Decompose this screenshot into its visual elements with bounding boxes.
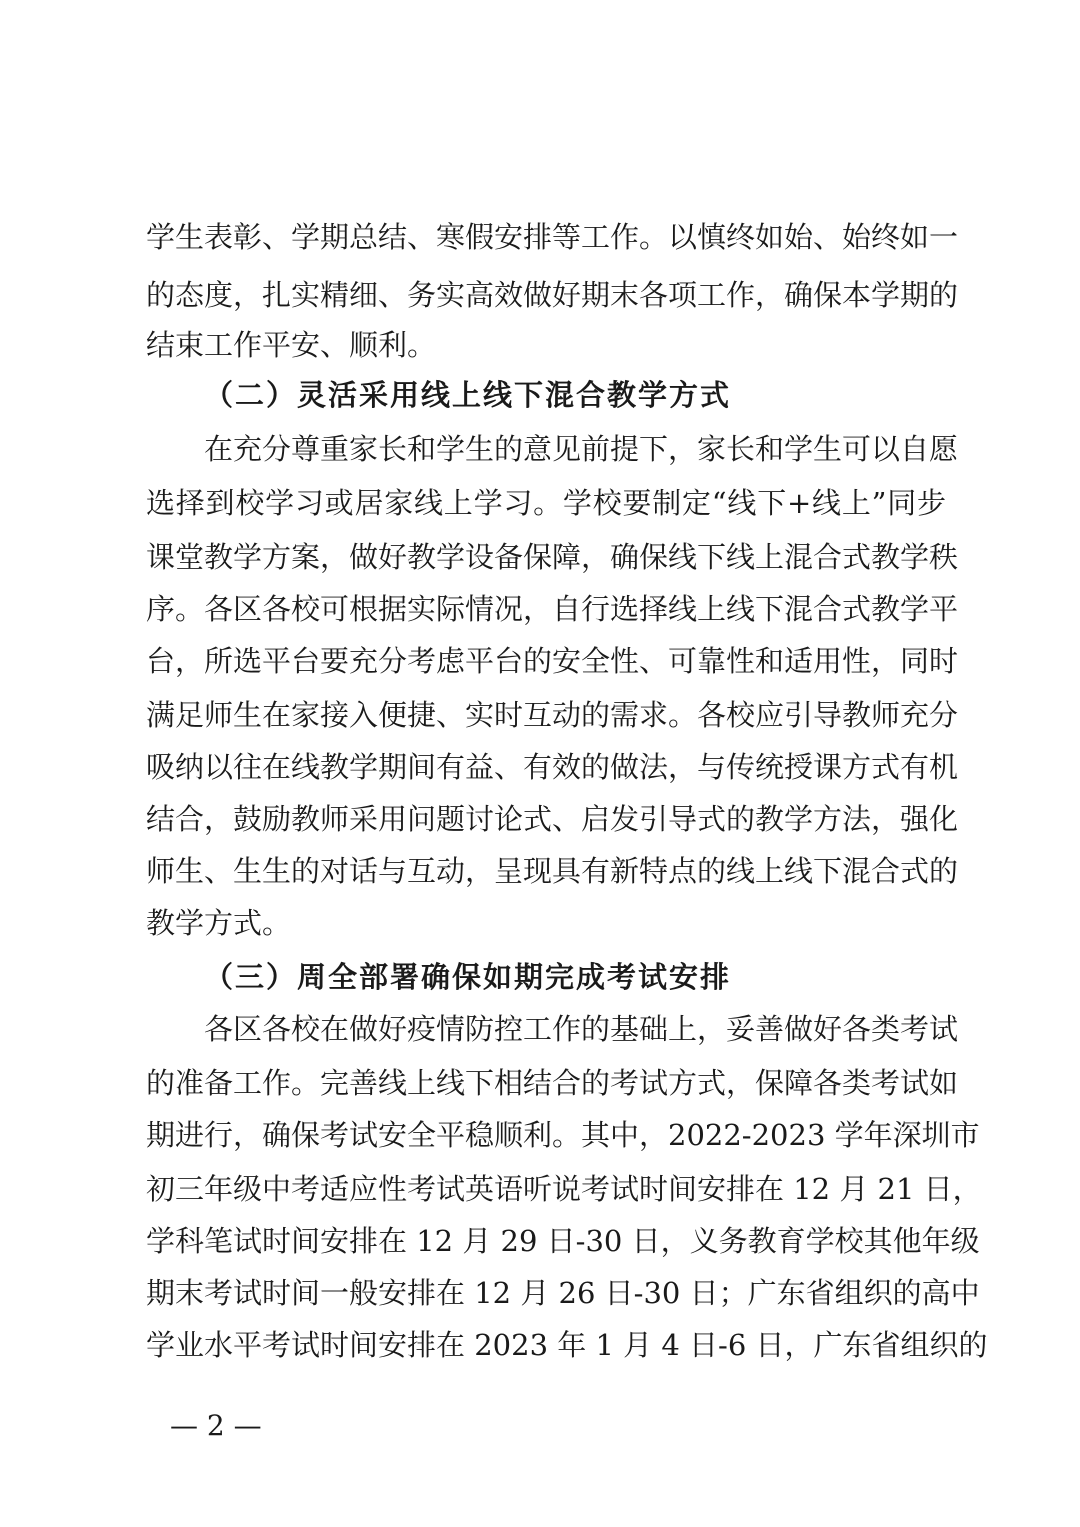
- paragraph-line: 的准备工作。完善线上线下相结合的考试方式，保障各类考试如: [146, 1066, 959, 1100]
- paragraph-line: 期进行，确保考试安全平稳顺利。其中，2022-2023 学年深圳市: [146, 1118, 980, 1152]
- paragraph-line: 学业水平考试时间安排在 2023 年 1 月 4 日-6 日，广东省组织的: [146, 1328, 988, 1362]
- paragraph-line: 满足师生在家接入便捷、实时互动的需求。各校应引导教师充分: [146, 698, 959, 732]
- paragraph-line: 吸纳以往在线教学期间有益、有效的做法，与传统授课方式有机: [146, 750, 959, 784]
- paragraph-line: 师生、生生的对话与互动，呈现具有新特点的线上线下混合式的: [146, 854, 959, 888]
- paragraph-line: 在充分尊重家长和学生的意见前提下，家长和学生可以自愿: [204, 432, 959, 466]
- paragraph-line: 选择到校学习或居家线上学习。学校要制定“线下+线上”同步: [146, 486, 946, 520]
- paragraph-line: 学生表彰、学期总结、寒假安排等工作。以慎终如始、始终如一: [146, 220, 959, 254]
- paragraph-line: 期末考试时间一般安排在 12 月 26 日-30 日；广东省组织的高中: [146, 1276, 980, 1310]
- paragraph-line: 初三年级中考适应性考试英语听说考试时间安排在 12 月 21 日，: [146, 1172, 982, 1206]
- paragraph-line: 各区各校在做好疫情防控工作的基础上，妥善做好各类考试: [204, 1012, 959, 1046]
- paragraph-line: 序。各区各校可根据实际情况，自行选择线上线下混合式教学平: [146, 592, 959, 626]
- section-heading-3: （三）周全部署确保如期完成考试安排: [204, 960, 732, 994]
- paragraph-line: 台，所选平台要充分考虑平台的安全性、可靠性和适用性，同时: [146, 644, 959, 678]
- paragraph-line: 课堂教学方案，做好教学设备保障，确保线下线上混合式教学秩: [146, 540, 959, 574]
- paragraph-line: 的态度，扎实精细、务实高效做好期末各项工作，确保本学期的: [146, 278, 959, 312]
- paragraph-line: 学科笔试时间安排在 12 月 29 日-30 日，义务教育学校其他年级: [146, 1224, 980, 1258]
- paragraph-line: 结束工作平安、顺利。: [146, 328, 437, 362]
- paragraph-line: 结合，鼓励教师采用问题讨论式、启发引导式的教学方法，强化: [146, 802, 959, 836]
- section-heading-2: （二）灵活采用线上线下混合教学方式: [204, 378, 732, 412]
- paragraph-line: 教学方式。: [146, 906, 292, 940]
- page-number: — 2 —: [170, 1409, 262, 1442]
